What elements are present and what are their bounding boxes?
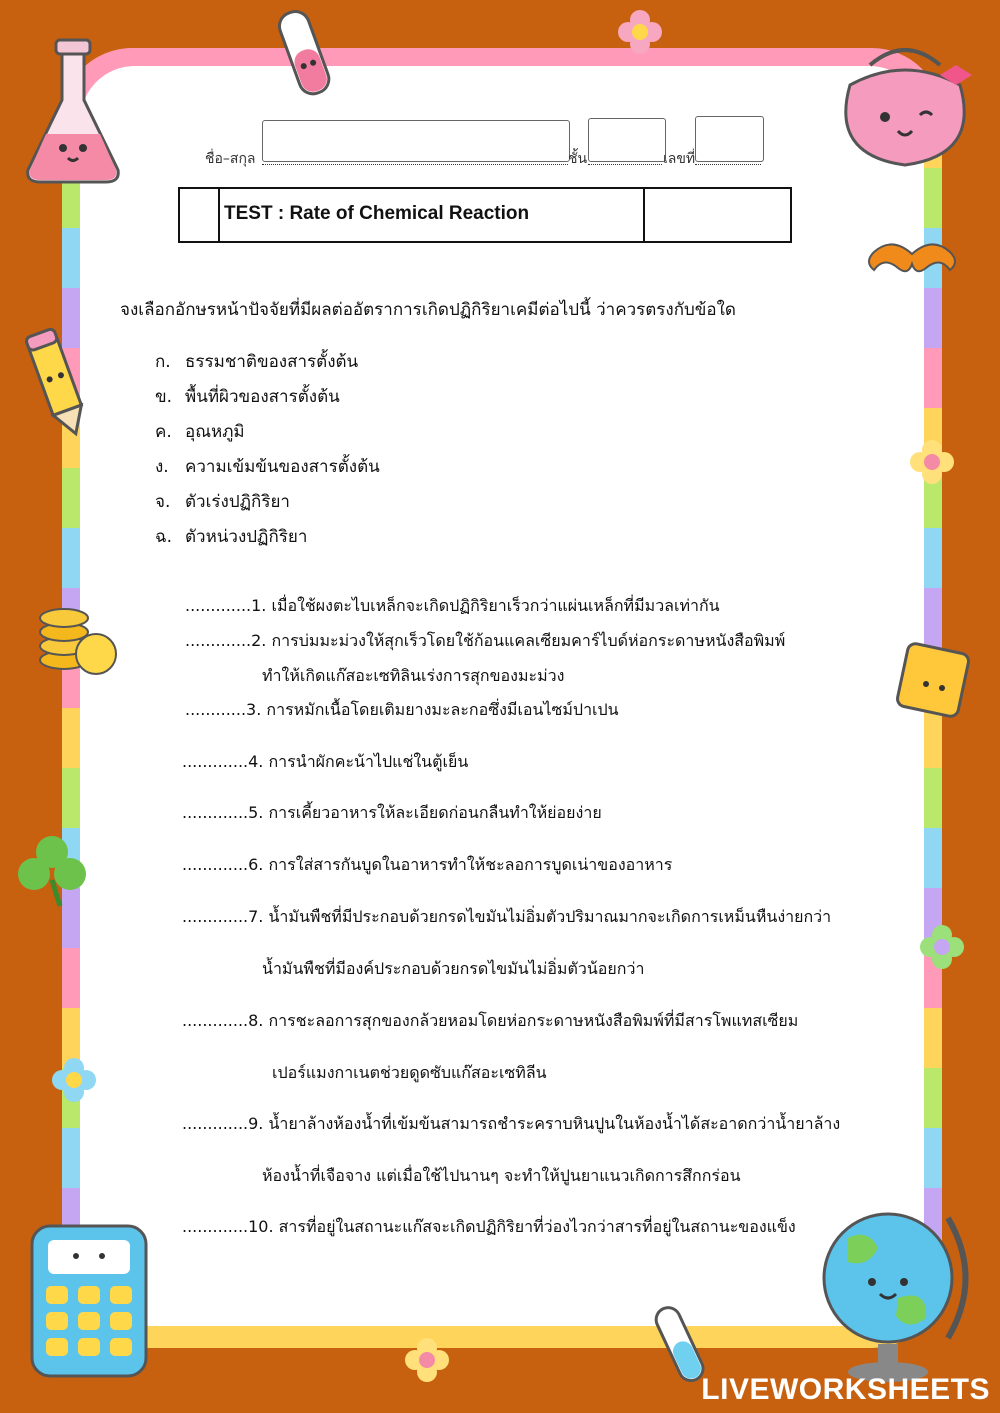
question-2 xyxy=(185,629,785,654)
title-cell-right xyxy=(643,189,790,241)
pencil-icon xyxy=(22,322,92,442)
title-cell-left xyxy=(180,189,220,241)
flask-icon xyxy=(18,30,128,190)
option-letter: ง. xyxy=(155,457,169,477)
question-8-line2: เปอร์แมงกาเนตช่วยดูดซับแก๊สอะเซทิลีน xyxy=(272,1063,547,1082)
clover-icon xyxy=(12,830,92,910)
question-text: การเคี้ยวอาหารให้ละเอียดก่อนกลืนทำให้ย่อยง่าย xyxy=(268,803,602,822)
mustache-icon xyxy=(862,238,962,282)
test-title: TEST : Rate of Chemical Reaction xyxy=(224,203,530,224)
option-letter: ค. xyxy=(155,422,172,442)
question-text: น้ำยาล้างห้องน้ำที่เข้มข้นสามารถชำระคราบหินปูนในห้องน้ำได้สะอาดกว่าน้ำยาล้าง xyxy=(268,1114,841,1133)
option-text: พื้นที่ผิวของสารตั้งต้น xyxy=(185,387,340,407)
option-letter: จ. xyxy=(155,492,171,512)
question-1 xyxy=(185,594,720,619)
option-text: อุณหภูมิ xyxy=(185,422,245,442)
question-text: การใส่สารกันบูดในอาหารทำให้ชะลอการบูดเน่าของอาหาร xyxy=(268,855,673,874)
question-text: สารที่อยู่ในสถานะแก๊สจะเกิดปฏิกิริยาที่ว่องไวกว่าสารที่อยู่ในสถานะของแข็ง xyxy=(278,1217,796,1236)
class-dots xyxy=(588,163,662,165)
question-text: การชะลอการสุกของกล้วยหอมโดยห่อกระดาษหนังสือพิมพ์ที่มีสารโพแทสเซียม xyxy=(268,1011,799,1030)
question-4 xyxy=(182,750,468,775)
question-3 xyxy=(185,698,619,723)
coins-icon xyxy=(36,600,120,680)
option-item xyxy=(155,453,380,480)
answer-blank[interactable]: .............4. xyxy=(182,752,264,771)
answer-blank[interactable]: .............1. xyxy=(185,596,267,615)
option-item xyxy=(155,348,358,375)
instruction: จงเลือกอักษรหน้าปัจจัยที่มีผลต่ออัตราการเกิดปฏิกิริยาเคมีต่อไปนี้ ว่าควรตรงกับข้อใด xyxy=(120,300,736,320)
flower-icon xyxy=(920,925,964,969)
option-text: ตัวหน่วงปฏิกิริยา xyxy=(185,527,308,547)
question-text: เมื่อใช้ผงตะไบเหล็กจะเกิดปฏิกิริยาเร็วกว่าแผ่นเหล็กที่มีมวลเท่ากัน xyxy=(271,596,720,615)
flower-icon xyxy=(405,1338,449,1382)
question-text: การหมักเนื้อโดยเติมยางมะละกอซึ่งมีเอนไซม์ปาเปน xyxy=(266,700,619,719)
option-text: ธรรมชาติของสารตั้งต้น xyxy=(185,352,359,372)
answer-blank[interactable]: .............7. xyxy=(182,907,264,926)
answer-blank[interactable]: .............8. xyxy=(182,1011,264,1030)
question-text: การนำผักคะน้าไปแช่ในตู้เย็น xyxy=(268,752,469,771)
liveworksheets-logo: LIVEWORKSHEETS xyxy=(701,1373,990,1406)
name-dots xyxy=(262,163,568,165)
flower-icon xyxy=(910,440,954,484)
answer-blank[interactable]: .............10. xyxy=(182,1217,274,1236)
globe-icon xyxy=(808,1198,978,1388)
test-tube-icon xyxy=(270,5,340,105)
question-7 xyxy=(182,905,831,930)
flower-icon xyxy=(618,10,662,54)
option-item xyxy=(155,383,340,410)
question-6 xyxy=(182,853,672,878)
option-letter: ข. xyxy=(155,387,173,407)
name-label: ชื่อ–สกุล xyxy=(205,151,256,167)
question-10 xyxy=(182,1215,796,1240)
notebook-icon xyxy=(888,640,978,720)
option-text: ตัวเร่งปฏิกิริยา xyxy=(185,492,290,512)
answer-blank[interactable]: .............2. xyxy=(185,631,267,650)
answer-blank[interactable]: .............6. xyxy=(182,855,264,874)
option-item xyxy=(155,523,307,550)
question-text: การบ่มมะม่วงให้สุกเร็วโดยใช้ก้อนแคลเซียมคาร์ไบด์ห่อกระดาษหนังสือพิมพ์ xyxy=(271,631,786,650)
worksheet-paper xyxy=(80,66,924,1326)
name-field[interactable] xyxy=(262,120,570,162)
class-field[interactable] xyxy=(588,118,666,162)
question-9 xyxy=(182,1112,840,1137)
question-7-line2: น้ำมันพืชที่มีองค์ประกอบด้วยกรดไขมันไม่อิ่มตัวน้อยกว่า xyxy=(262,959,645,978)
answer-blank[interactable]: .............5. xyxy=(182,803,264,822)
question-2-line2: ทำให้เกิดแก๊สอะเซทิลินเร่งการสุกของมะม่วง xyxy=(262,666,565,685)
purse-icon xyxy=(830,35,980,175)
number-field[interactable] xyxy=(695,116,764,162)
class-label: ชั้น xyxy=(568,151,588,167)
number-dots xyxy=(695,163,761,165)
flower-icon xyxy=(52,1058,96,1102)
title-box xyxy=(178,187,792,243)
option-letter: ก. xyxy=(155,352,171,372)
option-item xyxy=(155,488,290,515)
option-item xyxy=(155,418,245,445)
question-5 xyxy=(182,801,602,826)
option-letter: ฉ. xyxy=(155,527,172,547)
question-9-line2: ห้องน้ำที่เจือจาง แต่เมื่อใช้ไปนานๆ จะทำให้ปูนยาแนวเกิดการสึกกร่อน xyxy=(262,1166,741,1185)
calculator-icon xyxy=(24,1218,154,1388)
question-text: น้ำมันพืชที่มีประกอบด้วยกรดไขมันไม่อิ่มตัวปริมาณมากจะเกิดการเหม็นหืนง่ายกว่า xyxy=(268,907,832,926)
option-text: ความเข้มข้นของสารตั้งต้น xyxy=(185,457,380,477)
answer-blank[interactable]: .............9. xyxy=(182,1114,264,1133)
number-label: เลขที่ xyxy=(663,151,696,167)
answer-blank[interactable]: ............3. xyxy=(185,700,262,719)
question-8 xyxy=(182,1009,798,1034)
